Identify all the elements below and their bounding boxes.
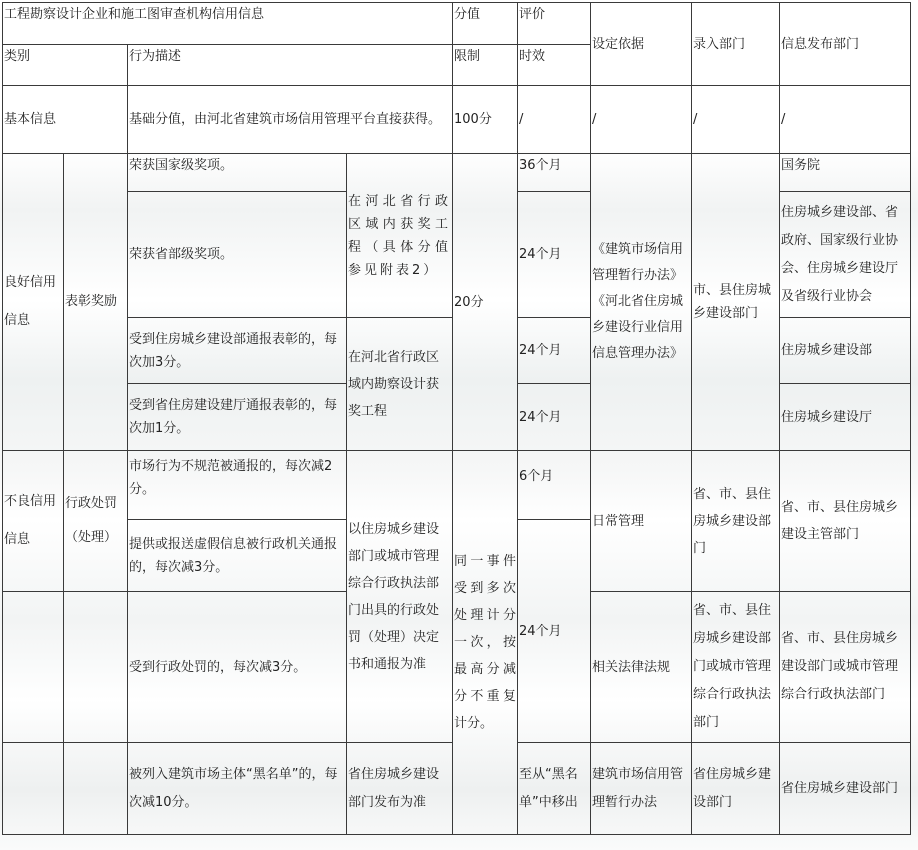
header-eval-period-2: 时效 (518, 45, 591, 86)
basic-score: 100分 (453, 86, 518, 154)
good-category-label: 良好信用信息 (4, 275, 57, 328)
basic-publish: / (780, 86, 911, 154)
good-item-1-eval: 36个月 (518, 154, 591, 192)
bad-publish-daily: 省、市、县住房城乡建设主管部门 (780, 451, 911, 592)
bad-item-4-behavior: 被列入建筑市场主体“黑名单”的，每次减10分。 (128, 743, 347, 835)
header-score-limit-2: 限制 (453, 45, 518, 86)
header-score-limit-1: 分值 (453, 3, 518, 45)
header-basis: 设定依据 (591, 3, 692, 86)
good-item-3-publish: 住房城乡建设部 (780, 318, 911, 384)
bad-score-rule: 同一事件受到多次处理计分一次，按最高分减分不重复计分。 (453, 451, 518, 835)
header-entry-dept: 录入部门 (692, 3, 780, 86)
good-item-3-eval: 24个月 (518, 318, 591, 384)
bad-entry-law: 省、市、县住房城乡建设部门或城市管理综合行政执法部门 (692, 592, 780, 743)
bad-item-1-eval: 6个月 (518, 451, 591, 520)
basic-eval: / (518, 86, 591, 154)
header-category: 类别 (3, 45, 128, 86)
bad-publish-law: 省、市、县住房城乡建设部门或城市管理综合行政执法部门 (780, 592, 911, 743)
bad-entry-blacklist: 省住房城乡建设部门 (692, 743, 780, 835)
bad-basis-blacklist: 建筑市场信用管理暂行办法 (591, 743, 692, 835)
bad-basis-law: 相关法律法规 (591, 592, 692, 743)
good-item-4-publish: 住房城乡建设厅 (780, 384, 911, 451)
good-item-2-behavior: 荣获省部级奖项。 (128, 192, 347, 318)
header-behavior: 行为描述 (128, 45, 453, 86)
bad-subcategory: 行政处罚（处理） (64, 451, 128, 592)
basic-basis: / (591, 86, 692, 154)
bad-empty-category (3, 592, 64, 743)
bad-empty-category-2 (3, 743, 64, 835)
bad-item-3-eval: 24个月 (518, 520, 591, 743)
good-subcategory-label: 表彰奖励 (65, 294, 118, 309)
bad-item-3-behavior: 受到行政处罚的，每次减3分。 (128, 592, 347, 743)
bad-condition-admin: 以住房城乡建设部门或城市管理综合行政执法部门出具的行政处罚（处理）决定书和通报为准 (347, 451, 453, 743)
bad-category: 不良信用信息 (3, 451, 64, 592)
good-category (3, 154, 64, 451)
good-item-1-behavior: 荣获国家级奖项。 (128, 154, 347, 192)
good-item-4-eval: 24个月 (518, 384, 591, 451)
credit-info-table (2, 2, 911, 835)
good-basis: 《建筑市场信用管理暂行办法》 《河北省住房城乡建设行业信用信息管理办法》 (591, 154, 692, 451)
header-publish-dept: 信息发布部门 (780, 3, 911, 86)
good-item-4-behavior: 受到省住房建设建厅通报表彰的，每次加1分。 (128, 384, 347, 451)
header-eval-period-1: 评价 (518, 3, 591, 45)
basic-entry: / (692, 86, 780, 154)
basic-behavior: 基础分值，由河北省建筑市场信用管理平台直接获得。 (128, 86, 453, 154)
bad-item-2-behavior: 提供或报送虚假信息被行政机关通报的，每次减3分。 (128, 520, 347, 592)
bad-empty-subcategory (64, 592, 128, 743)
good-item-2-publish: 住房城乡建设部、省政府、国家级行业协会、住房城乡建设厅及省级行业协会 (780, 192, 911, 318)
good-score: 20分 (453, 154, 518, 451)
good-item-1-publish: 国务院 (780, 154, 911, 192)
bad-item-1-behavior: 市场行为不规范被通报的，每次减2分。 (128, 451, 347, 520)
bad-item-4-eval: 至从“黑名单”中移出 (518, 743, 591, 835)
bad-empty-subcategory-2 (64, 743, 128, 835)
good-condition-award: 在河北省行政区域内获奖工程（具体分值参见附表2） (347, 154, 453, 318)
basic-category: 基本信息 (3, 86, 128, 154)
table-title: 工程勘察设计企业和施工图审查机构信用信息 (3, 3, 453, 45)
good-subcategory (64, 154, 128, 451)
good-entry-dept: 市、县住房城乡建设部门 (692, 154, 780, 451)
bad-condition-blacklist: 省住房城乡建设部门发布为准 (347, 743, 453, 835)
good-item-3-behavior: 受到住房城乡建设部通报表彰的，每次加3分。 (128, 318, 347, 384)
good-condition-survey: 在河北省行政区域内勘察设计获奖工程 (347, 318, 453, 451)
good-item-2-eval: 24个月 (518, 192, 591, 318)
bad-entry-daily: 省、市、县住房城乡建设部门 (692, 451, 780, 592)
bad-basis-daily: 日常管理 (591, 451, 692, 592)
bad-publish-blacklist: 省住房城乡建设部门 (780, 743, 911, 835)
